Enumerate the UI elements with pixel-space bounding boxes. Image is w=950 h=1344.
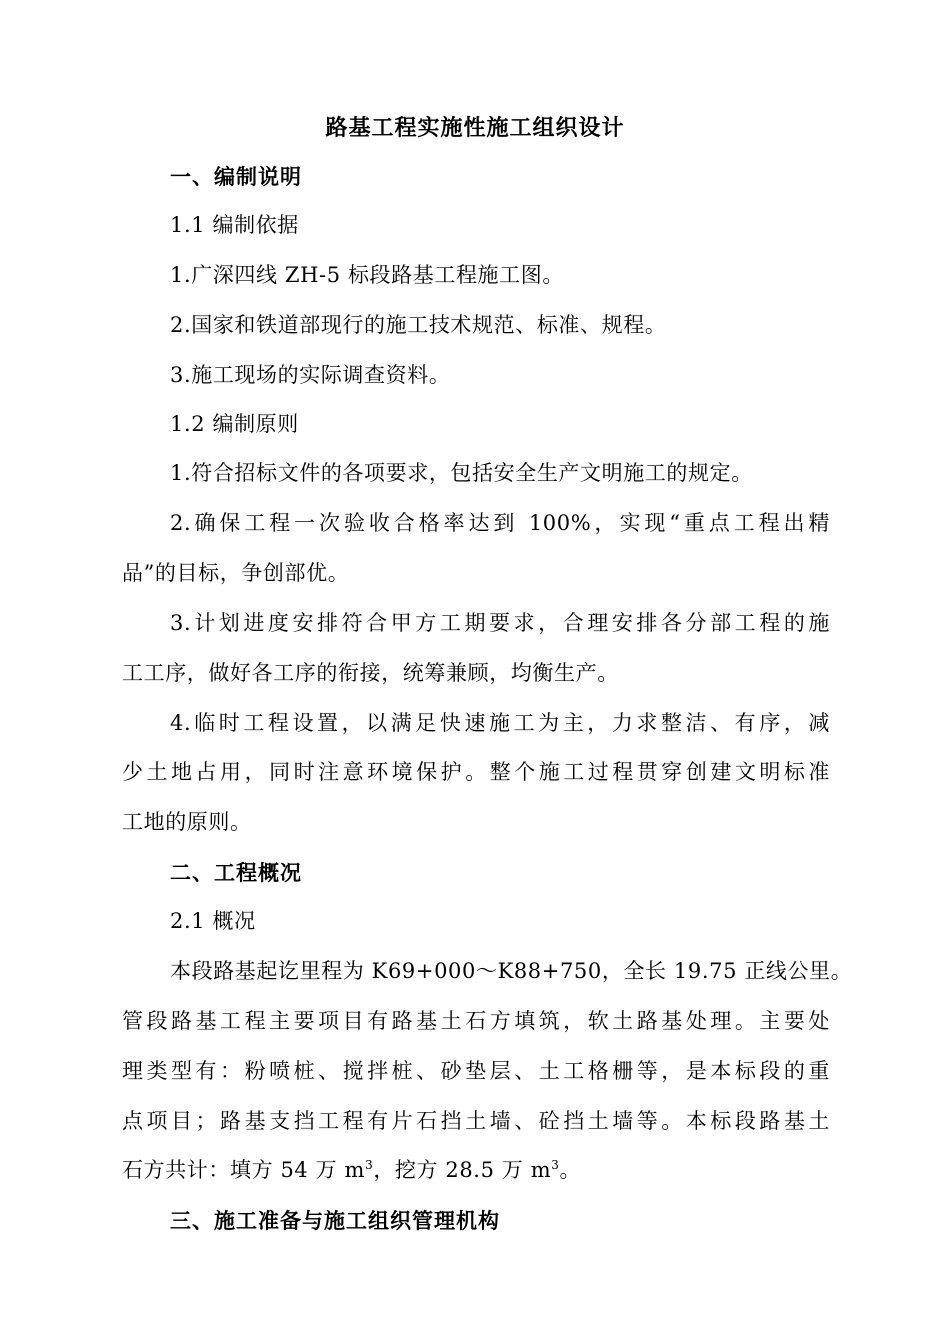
basis-item-1: 1.广深四线 ZH-5 标段路基工程施工图。	[170, 263, 564, 287]
superscript-cubic-1: 3	[365, 1158, 374, 1172]
principle-item-1: 1.符合招标文件的各项要求，包括安全生产文明施工的规定。	[170, 461, 753, 485]
principle-item-2-line-2: 品”的目标，争创部优。	[122, 561, 350, 585]
subsection-heading-2-1: 2.1 概况	[170, 909, 256, 933]
principle-item-4-line-3: 工地的原则。	[122, 810, 252, 834]
section-heading-3: 三、施工准备与施工组织管理机构	[170, 1208, 500, 1233]
superscript-cubic-2: 3	[551, 1158, 560, 1172]
basis-item-2: 2.国家和铁道部现行的施工技术规范、标准、规程。	[170, 313, 667, 337]
section-heading-1: 一、编制说明	[170, 164, 302, 189]
principle-item-4-line-2: 少土地占用，同时注意环境保护。整个施工过程贯穿创建文明标准	[122, 760, 830, 784]
principle-item-2-line-1: 2.确保工程一次验收合格率达到 100%，实现“重点工程出精	[170, 511, 830, 535]
principle-item-3-line-2: 工工序，做好各工序的衔接，统筹兼顾，均衡生产。	[122, 661, 619, 685]
overview-line-2: 管段路基工程主要项目有路基土石方填筑，软土路基处理。主要处	[122, 1009, 830, 1033]
subsection-heading-1-2: 1.2 编制原则	[170, 412, 299, 436]
principle-item-3-line-1: 3.计划进度安排符合甲方工期要求，合理安排各分部工程的施	[170, 611, 830, 635]
document-title: 路基工程实施性施工组织设计	[325, 115, 625, 141]
section-heading-2: 二、工程概况	[170, 860, 302, 885]
overview-line-5-part-1: 石方共计：填方 54 万 m	[122, 1158, 366, 1182]
overview-line-5	[122, 1155, 581, 1185]
overview-line-3: 理类型有：粉喷桩、搅拌桩、砂垫层、土工格栅等，是本标段的重	[122, 1059, 830, 1083]
basis-item-3: 3.施工现场的实际调查资料。	[170, 363, 451, 387]
overview-line-4: 点项目；路基支挡工程有片石挡土墙、砼挡土墙等。本标段路基土	[122, 1109, 830, 1133]
overview-line-1: 本段路基起讫里程为 K69+000～K88+750，全长 19.75 正线公里。	[170, 959, 853, 983]
overview-line-5-part-2: ，挖方 28.5 万 m	[373, 1158, 552, 1182]
subsection-heading-1-1: 1.1 编制依据	[170, 213, 299, 237]
principle-item-4-line-1: 4.临时工程设置，以满足快速施工为主，力求整洁、有序，减	[170, 711, 830, 735]
overview-line-5-part-3: 。	[559, 1158, 582, 1182]
